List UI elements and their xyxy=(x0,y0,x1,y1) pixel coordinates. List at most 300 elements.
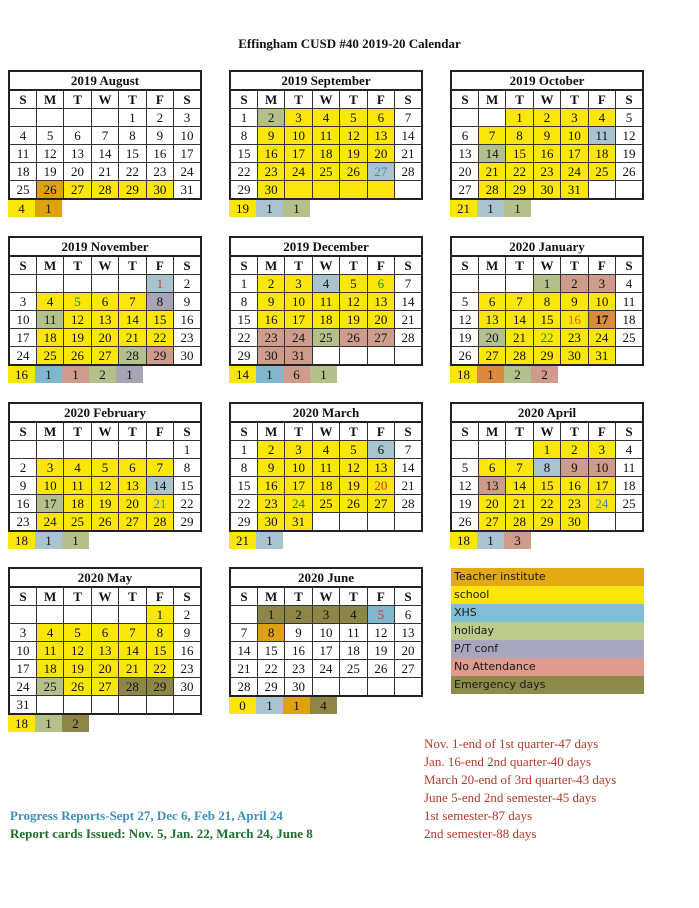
day-cell xyxy=(616,181,643,200)
week-row xyxy=(9,696,201,715)
day-cell: 19 xyxy=(340,477,367,495)
day-cell: 8 xyxy=(119,127,146,145)
day-cell: 25 xyxy=(616,495,643,513)
day-cell: 11 xyxy=(64,477,91,495)
day-cell xyxy=(91,696,118,715)
day-cell: 1 xyxy=(230,275,257,293)
day-cell: 26 xyxy=(91,513,118,532)
day-cell: 11 xyxy=(312,127,339,145)
day-cell: 10 xyxy=(285,293,312,311)
month-calendar xyxy=(450,70,644,217)
weekday-header: T xyxy=(119,256,146,275)
weekday-header: F xyxy=(146,422,173,441)
week-row xyxy=(451,513,643,532)
day-cell: 7 xyxy=(506,459,533,477)
day-cell: 5 xyxy=(616,109,643,127)
day-cell: 18 xyxy=(616,311,643,329)
day-cell: 15 xyxy=(146,311,173,329)
day-cell: 20 xyxy=(478,495,505,513)
month-title: 2019 August xyxy=(9,71,201,90)
day-cell: 30 xyxy=(257,513,284,532)
day-cell: 18 xyxy=(588,145,615,163)
day-cell: 3 xyxy=(9,293,36,311)
day-cell: 25 xyxy=(36,678,63,696)
day-cell: 26 xyxy=(451,347,478,366)
day-cell: 30 xyxy=(146,181,173,200)
day-count: 2 xyxy=(531,366,558,383)
weekday-header: F xyxy=(367,422,394,441)
day-cell: 15 xyxy=(146,642,173,660)
day-cell: 1 xyxy=(174,441,201,459)
weekday-header: M xyxy=(257,587,284,606)
month-calendar xyxy=(229,236,423,383)
day-cell: 23 xyxy=(146,163,173,181)
day-cell: 27 xyxy=(367,495,394,513)
day-count: 3 xyxy=(504,532,531,549)
weekday-header: S xyxy=(230,587,257,606)
day-cell: 29 xyxy=(230,181,257,200)
day-cell xyxy=(312,181,339,200)
day-count-summary xyxy=(8,715,202,732)
week-row xyxy=(9,642,201,660)
day-cell: 14 xyxy=(119,642,146,660)
day-count: 4 xyxy=(310,697,337,714)
month-table xyxy=(8,70,202,200)
day-cell xyxy=(340,347,367,366)
day-cell: 25 xyxy=(9,181,36,200)
day-cell xyxy=(9,275,36,293)
report-cards-note: Report cards Issued: Nov. 5, Jan. 22, March 24, June 8 xyxy=(10,826,313,841)
day-cell xyxy=(478,109,505,127)
day-cell: 16 xyxy=(561,477,588,495)
day-cell: 24 xyxy=(9,347,36,366)
day-cell: 12 xyxy=(36,145,63,163)
day-cell: 1 xyxy=(506,109,533,127)
day-cell xyxy=(312,678,339,697)
month-table xyxy=(229,70,423,200)
weekday-header: F xyxy=(588,256,615,275)
day-cell xyxy=(36,696,63,715)
month-table xyxy=(8,236,202,366)
day-cell xyxy=(451,275,478,293)
day-cell xyxy=(91,109,118,127)
day-cell: 18 xyxy=(36,329,63,347)
day-cell: 8 xyxy=(230,293,257,311)
month-calendar xyxy=(8,567,202,732)
day-cell: 17 xyxy=(9,660,36,678)
weekday-header: F xyxy=(146,256,173,275)
weekday-header: T xyxy=(561,256,588,275)
week-row xyxy=(9,275,201,293)
day-cell: 12 xyxy=(340,127,367,145)
day-cell: 19 xyxy=(616,145,643,163)
day-cell: 28 xyxy=(395,163,422,181)
day-cell: 21 xyxy=(395,145,422,163)
week-row xyxy=(230,311,422,329)
day-cell: 13 xyxy=(478,311,505,329)
day-cell: 29 xyxy=(119,181,146,200)
day-cell: 5 xyxy=(451,459,478,477)
day-cell: 4 xyxy=(312,275,339,293)
day-count: 21 xyxy=(450,200,477,217)
day-cell: 20 xyxy=(64,163,91,181)
day-cell: 28 xyxy=(146,513,173,532)
month-title: 2020 February xyxy=(9,403,201,422)
day-cell: 9 xyxy=(561,293,588,311)
day-cell: 13 xyxy=(367,127,394,145)
weekday-header: S xyxy=(230,256,257,275)
day-cell: 30 xyxy=(533,181,560,200)
day-cell xyxy=(36,441,63,459)
month-table xyxy=(229,402,423,532)
day-cell: 22 xyxy=(119,163,146,181)
week-row xyxy=(9,606,201,624)
day-cell: 1 xyxy=(533,275,560,293)
month-title: 2020 June xyxy=(230,568,422,587)
week-row xyxy=(451,495,643,513)
day-cell: 17 xyxy=(588,477,615,495)
day-cell: 31 xyxy=(588,347,615,366)
day-cell: 6 xyxy=(478,459,505,477)
day-cell xyxy=(395,347,422,366)
day-cell xyxy=(9,606,36,624)
legend-xhs: XHS xyxy=(451,604,644,622)
day-count: 14 xyxy=(229,366,256,383)
day-cell xyxy=(9,441,36,459)
weekday-header: W xyxy=(91,90,118,109)
day-cell: 25 xyxy=(312,163,339,181)
day-cell xyxy=(367,513,394,532)
weekday-header: W xyxy=(533,256,560,275)
day-cell: 2 xyxy=(174,275,201,293)
day-cell: 15 xyxy=(230,477,257,495)
weekday-header: F xyxy=(367,587,394,606)
day-count: 1 xyxy=(256,532,283,549)
day-cell: 11 xyxy=(616,459,643,477)
month-title: 2020 April xyxy=(451,403,643,422)
week-row xyxy=(9,145,201,163)
day-cell: 15 xyxy=(230,145,257,163)
day-cell xyxy=(119,275,146,293)
day-cell: 2 xyxy=(257,275,284,293)
day-cell: 26 xyxy=(616,163,643,181)
weekday-header: T xyxy=(119,422,146,441)
week-row xyxy=(230,347,422,366)
week-row xyxy=(9,109,201,127)
day-cell: 18 xyxy=(616,477,643,495)
day-cell: 6 xyxy=(367,275,394,293)
day-cell: 22 xyxy=(146,660,173,678)
day-cell: 16 xyxy=(174,642,201,660)
weekday-header: T xyxy=(285,587,312,606)
weekday-header: S xyxy=(9,256,36,275)
legend-pt-conf: P/T conf xyxy=(451,640,644,658)
week-row xyxy=(230,624,422,642)
weekday-header: F xyxy=(588,422,615,441)
day-cell: 30 xyxy=(561,513,588,532)
weekday-header: T xyxy=(340,90,367,109)
day-cell: 3 xyxy=(561,109,588,127)
day-cell: 14 xyxy=(395,459,422,477)
day-cell xyxy=(91,606,118,624)
day-cell xyxy=(312,513,339,532)
day-cell: 2 xyxy=(257,441,284,459)
weekday-header: S xyxy=(174,90,201,109)
day-cell: 30 xyxy=(285,678,312,697)
progress-reports-note: Progress Reports-Sept 27, Dec 6, Feb 21, April 24 xyxy=(10,808,283,823)
day-cell xyxy=(451,109,478,127)
day-cell: 13 xyxy=(451,145,478,163)
day-cell: 4 xyxy=(312,441,339,459)
day-cell: 28 xyxy=(478,181,505,200)
day-cell: 18 xyxy=(340,642,367,660)
day-count: 1 xyxy=(256,366,283,383)
day-cell: 19 xyxy=(91,495,118,513)
day-cell: 21 xyxy=(395,311,422,329)
month-calendar xyxy=(229,567,423,714)
weekday-header: M xyxy=(36,587,63,606)
day-cell: 27 xyxy=(367,329,394,347)
day-count: 1 xyxy=(256,200,283,217)
day-cell: 1 xyxy=(146,275,173,293)
day-cell: 4 xyxy=(616,275,643,293)
day-cell: 8 xyxy=(506,127,533,145)
day-cell: 12 xyxy=(367,624,394,642)
day-cell: 3 xyxy=(36,459,63,477)
day-cell: 22 xyxy=(230,495,257,513)
day-cell: 23 xyxy=(9,513,36,532)
weekday-header: F xyxy=(146,587,173,606)
day-count: 1 xyxy=(35,366,62,383)
weekday-header: W xyxy=(312,256,339,275)
weekday-header: M xyxy=(257,90,284,109)
day-cell: 1 xyxy=(533,441,560,459)
day-cell: 6 xyxy=(451,127,478,145)
day-cell: 6 xyxy=(91,624,118,642)
day-cell xyxy=(340,513,367,532)
day-count: 1 xyxy=(116,366,143,383)
day-cell: 26 xyxy=(64,347,91,366)
day-cell: 7 xyxy=(146,459,173,477)
month-calendar xyxy=(229,402,423,549)
day-cell: 30 xyxy=(174,678,201,696)
month-title: 2020 March xyxy=(230,403,422,422)
week-row xyxy=(451,293,643,311)
day-count-summary xyxy=(450,532,644,549)
day-cell: 4 xyxy=(340,606,367,624)
week-row xyxy=(9,163,201,181)
page-title: Effingham CUSD #40 2019-20 Calendar xyxy=(238,36,461,51)
day-cell: 28 xyxy=(230,678,257,697)
day-cell: 10 xyxy=(561,127,588,145)
day-cell: 20 xyxy=(367,477,394,495)
day-cell: 18 xyxy=(9,163,36,181)
day-cell xyxy=(367,181,394,200)
day-cell: 2 xyxy=(285,606,312,624)
day-cell: 25 xyxy=(588,163,615,181)
weekday-header: W xyxy=(312,90,339,109)
day-cell: 15 xyxy=(533,477,560,495)
weekday-header: F xyxy=(367,90,394,109)
week-row xyxy=(9,347,201,366)
month-title: 2019 December xyxy=(230,237,422,256)
month-table xyxy=(450,236,644,366)
weekday-header: T xyxy=(506,422,533,441)
day-cell: 13 xyxy=(367,293,394,311)
weekday-header: W xyxy=(91,422,118,441)
weekday-header: M xyxy=(257,422,284,441)
week-row xyxy=(9,495,201,513)
day-cell: 24 xyxy=(9,678,36,696)
weekday-header: S xyxy=(451,256,478,275)
legend-teacher-institute: Teacher institute xyxy=(451,568,644,586)
day-cell: 29 xyxy=(230,513,257,532)
weekday-header: S xyxy=(395,256,422,275)
weekday-header: T xyxy=(64,256,91,275)
week-row xyxy=(9,624,201,642)
day-cell: 27 xyxy=(367,163,394,181)
day-count: 1 xyxy=(477,532,504,549)
day-cell: 5 xyxy=(340,109,367,127)
day-cell: 21 xyxy=(230,660,257,678)
weekday-header: M xyxy=(36,90,63,109)
month-title: 2020 January xyxy=(451,237,643,256)
day-cell: 10 xyxy=(9,311,36,329)
day-cell: 19 xyxy=(451,329,478,347)
day-cell xyxy=(64,696,91,715)
day-cell: 9 xyxy=(174,624,201,642)
day-cell: 7 xyxy=(395,109,422,127)
weekday-header: S xyxy=(9,90,36,109)
day-cell: 17 xyxy=(561,145,588,163)
weekday-header: W xyxy=(312,587,339,606)
day-cell: 24 xyxy=(36,513,63,532)
week-row xyxy=(9,181,201,200)
day-cell: 27 xyxy=(91,678,118,696)
day-cell: 24 xyxy=(312,660,339,678)
day-cell xyxy=(451,441,478,459)
day-count-summary xyxy=(8,366,202,383)
day-count: 21 xyxy=(229,532,256,549)
month-title: 2019 October xyxy=(451,71,643,90)
day-cell: 8 xyxy=(174,459,201,477)
day-cell: 22 xyxy=(533,329,560,347)
day-cell: 12 xyxy=(616,127,643,145)
day-cell: 16 xyxy=(257,311,284,329)
day-cell xyxy=(506,441,533,459)
week-row xyxy=(451,311,643,329)
day-count: 1 xyxy=(35,532,62,549)
day-count: 1 xyxy=(477,200,504,217)
day-cell: 29 xyxy=(230,347,257,366)
day-cell: 17 xyxy=(285,145,312,163)
day-cell: 21 xyxy=(506,329,533,347)
day-cell: 13 xyxy=(119,477,146,495)
note-line: Jan. 16-end 2nd quarter-40 days xyxy=(424,754,591,769)
weekday-header: T xyxy=(119,90,146,109)
week-row xyxy=(230,163,422,181)
day-cell: 13 xyxy=(91,311,118,329)
day-cell: 26 xyxy=(340,495,367,513)
week-row xyxy=(9,293,201,311)
month-table xyxy=(8,402,202,532)
day-cell: 23 xyxy=(174,660,201,678)
day-cell: 12 xyxy=(91,477,118,495)
week-row xyxy=(230,459,422,477)
day-cell: 17 xyxy=(588,311,615,329)
weekday-header: W xyxy=(533,90,560,109)
day-cell: 19 xyxy=(64,660,91,678)
weekday-header: S xyxy=(616,256,643,275)
day-cell: 7 xyxy=(395,275,422,293)
day-cell: 29 xyxy=(174,513,201,532)
weekday-header: T xyxy=(561,90,588,109)
day-cell: 28 xyxy=(506,513,533,532)
day-cell: 9 xyxy=(257,459,284,477)
day-cell: 9 xyxy=(9,477,36,495)
week-row xyxy=(230,441,422,459)
day-cell: 7 xyxy=(230,624,257,642)
day-count: 16 xyxy=(8,366,35,383)
day-cell: 12 xyxy=(451,477,478,495)
day-cell: 23 xyxy=(533,163,560,181)
weekday-header: S xyxy=(174,587,201,606)
day-cell: 29 xyxy=(146,347,173,366)
day-cell: 6 xyxy=(367,441,394,459)
day-cell: 14 xyxy=(395,127,422,145)
month-calendar xyxy=(450,402,644,549)
day-cell: 23 xyxy=(257,329,284,347)
day-count: 18 xyxy=(8,715,35,732)
day-cell: 13 xyxy=(367,459,394,477)
note-line: Nov. 1-end of 1st quarter-47 days xyxy=(424,736,599,751)
day-cell: 15 xyxy=(174,477,201,495)
day-count: 1 xyxy=(310,366,337,383)
day-cell: 28 xyxy=(395,329,422,347)
day-cell: 12 xyxy=(340,459,367,477)
week-row xyxy=(230,477,422,495)
day-cell: 25 xyxy=(36,347,63,366)
day-cell xyxy=(340,181,367,200)
week-row xyxy=(230,495,422,513)
month-calendar xyxy=(8,236,202,383)
day-cell: 1 xyxy=(257,606,284,624)
week-row xyxy=(451,275,643,293)
day-cell: 29 xyxy=(533,347,560,366)
weekday-header: M xyxy=(478,90,505,109)
day-cell: 3 xyxy=(9,624,36,642)
weekday-header: T xyxy=(285,90,312,109)
week-row xyxy=(451,441,643,459)
day-count: 2 xyxy=(89,366,116,383)
day-cell xyxy=(285,181,312,200)
day-cell: 1 xyxy=(230,441,257,459)
week-row xyxy=(9,660,201,678)
day-cell: 15 xyxy=(119,145,146,163)
day-cell: 31 xyxy=(285,347,312,366)
day-cell: 8 xyxy=(533,293,560,311)
day-cell: 14 xyxy=(91,145,118,163)
day-cell: 11 xyxy=(588,127,615,145)
day-cell: 7 xyxy=(506,293,533,311)
day-count-summary xyxy=(450,200,644,217)
day-cell: 23 xyxy=(561,495,588,513)
weekday-header: T xyxy=(64,587,91,606)
week-row xyxy=(230,293,422,311)
weekday-header: T xyxy=(119,587,146,606)
day-cell: 9 xyxy=(257,293,284,311)
day-cell: 22 xyxy=(146,329,173,347)
